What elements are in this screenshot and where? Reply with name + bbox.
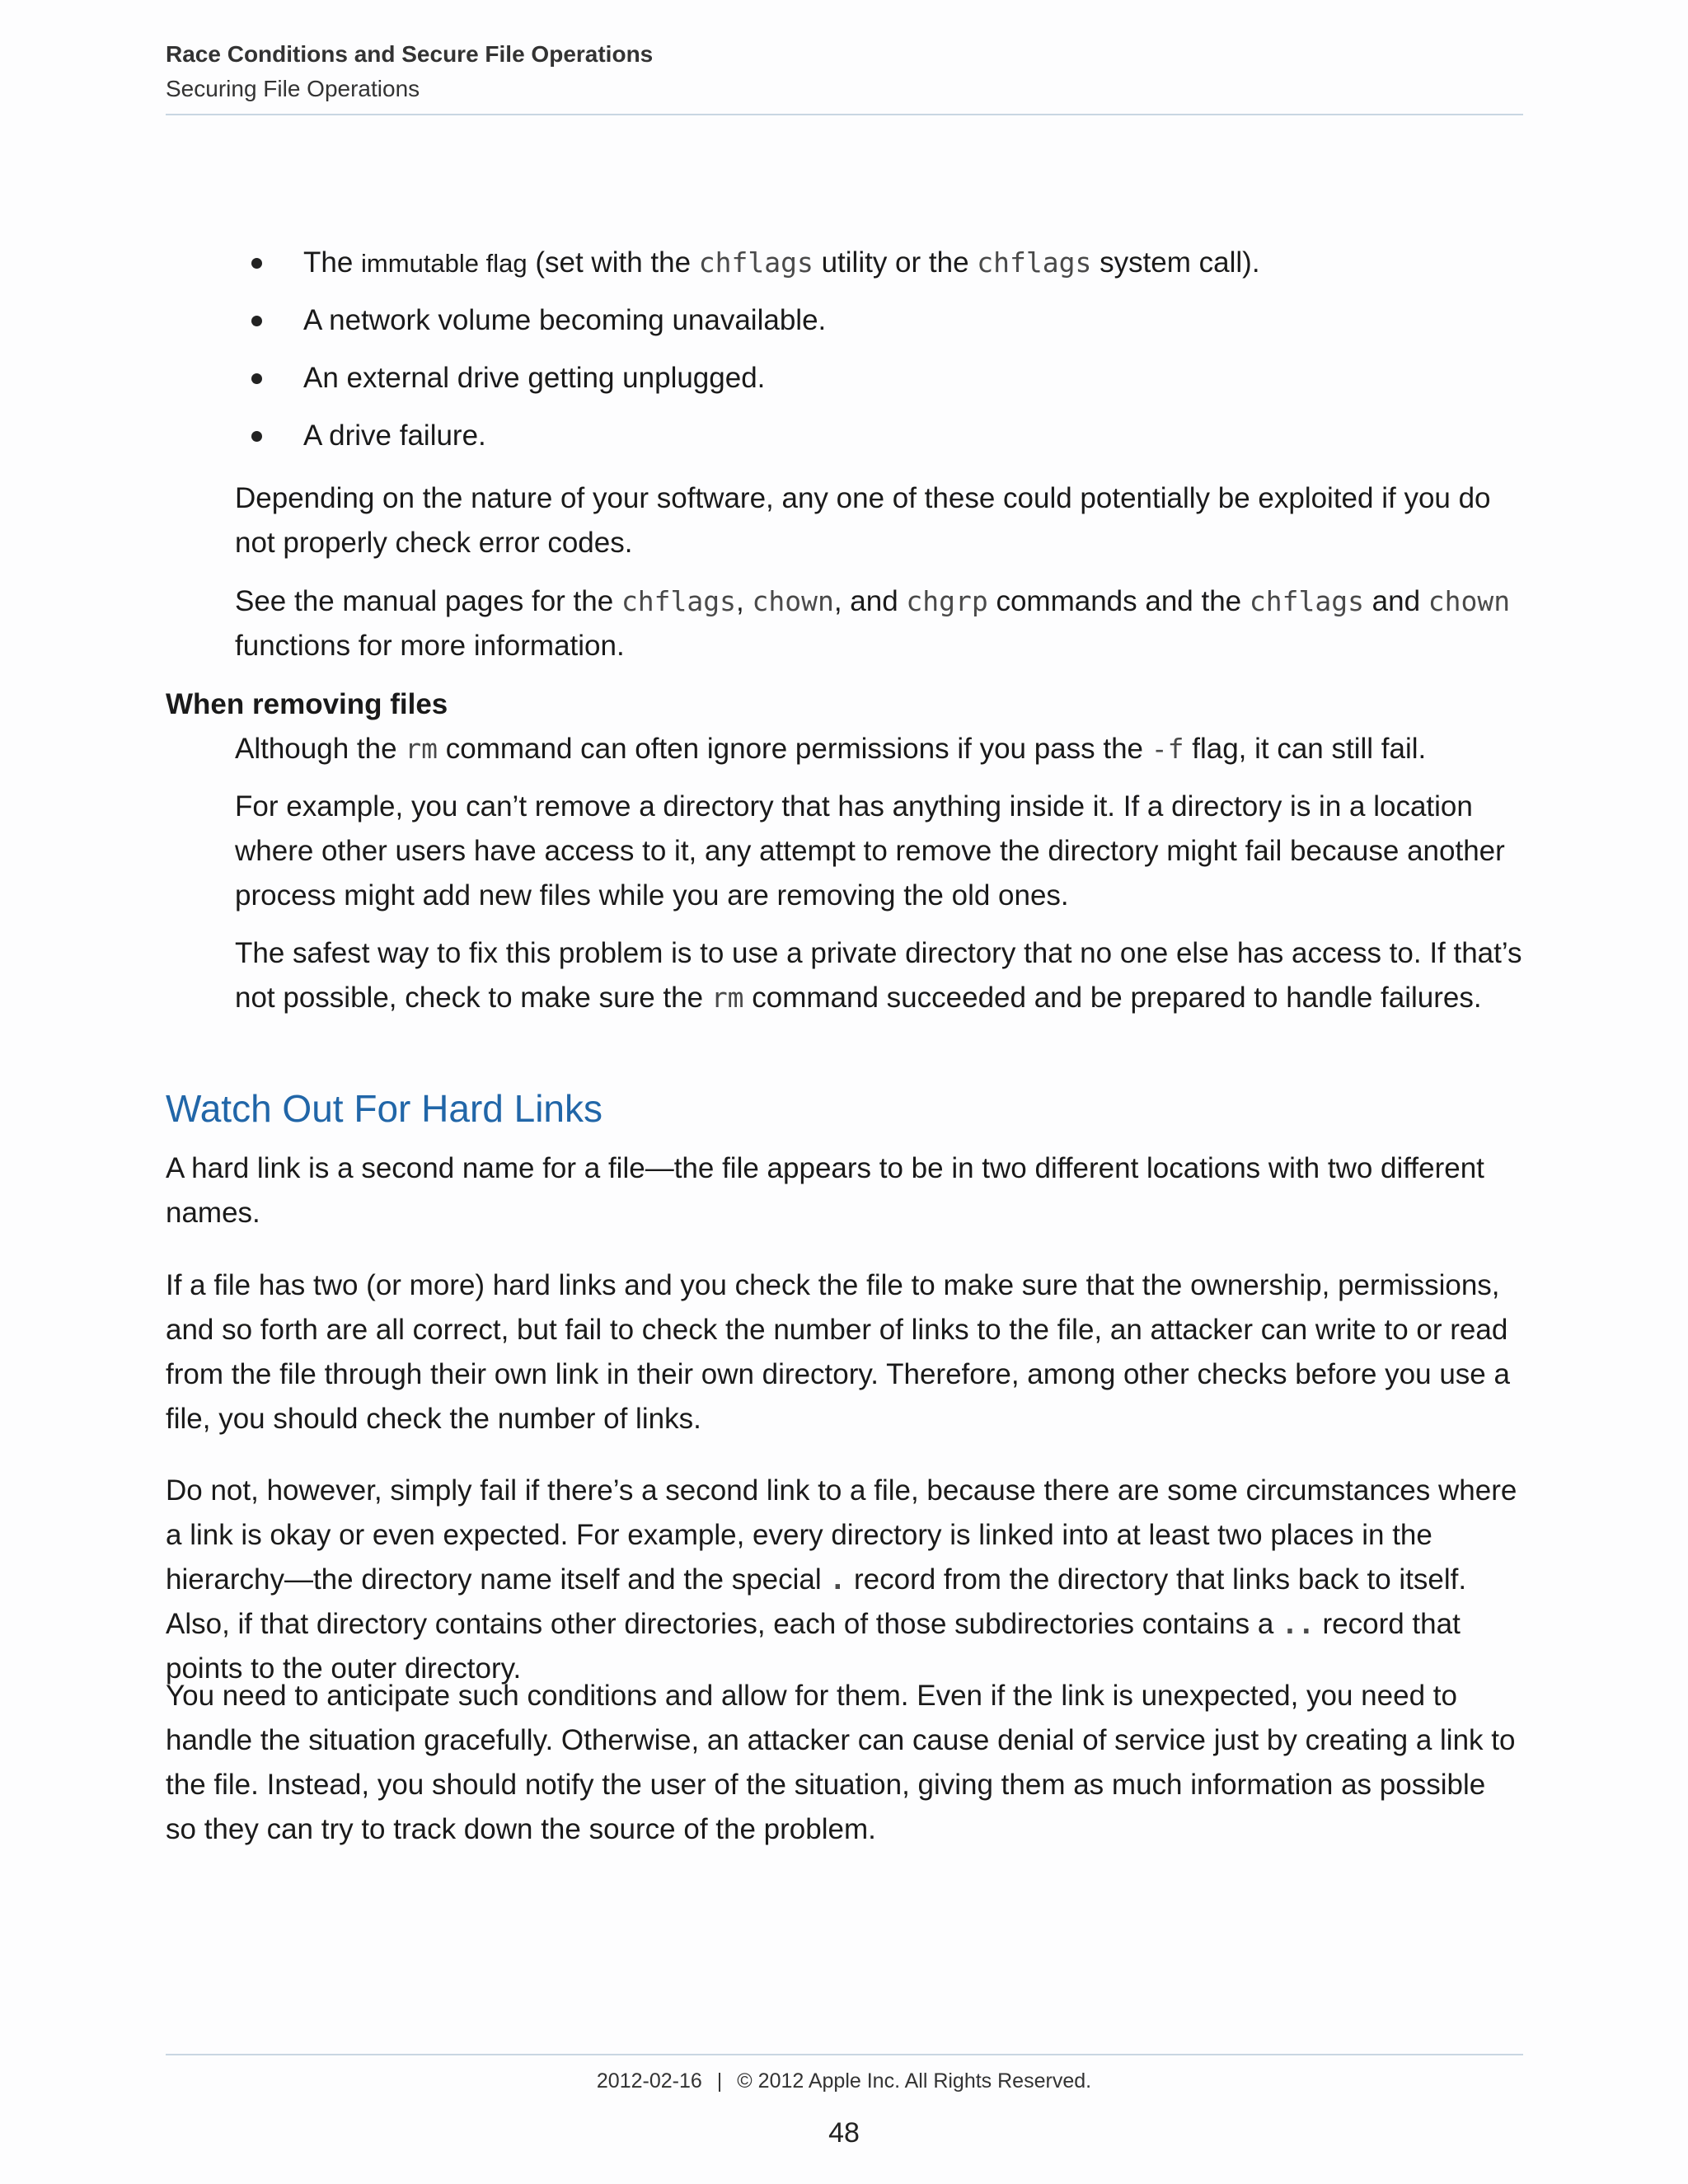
- list-item: [256, 419, 1523, 476]
- text-run-small: immutable flag: [361, 249, 528, 278]
- text-run: ,: [736, 585, 753, 617]
- code-chgrp: chgrp: [906, 585, 988, 617]
- list-item-text: A drive failure.: [303, 419, 486, 452]
- paragraph-hard-link-expected: [166, 1469, 1523, 1691]
- paragraph-rm-safest: [235, 931, 1523, 1020]
- code-chflags: chflags: [621, 585, 737, 617]
- code-chflags: chflags: [1249, 585, 1364, 617]
- footer: [0, 2064, 1688, 2097]
- text-run: system call).: [1091, 246, 1260, 279]
- code-dot: .: [829, 1563, 846, 1596]
- text-run: (set with the: [527, 246, 699, 279]
- text-run: See the manual pages for the: [235, 585, 621, 617]
- code-chown: chown: [752, 585, 834, 617]
- paragraph-rm-example: For example, you can’t remove a directory that has anything inside it. If a directory is in a location where other users have access to it, any attempt to remove the directory might fail because another process might add new files while you are removing the old ones.: [235, 790, 1505, 912]
- paragraph-hard-link-definition: A hard link is a second name for a file—the file appears to be in two different locations with two different names.: [166, 1152, 1484, 1229]
- page-number: 48: [828, 2117, 860, 2149]
- code-f-flag: -f: [1151, 733, 1184, 765]
- code-chflags: chflags: [977, 246, 1092, 279]
- text-run: utility or the: [813, 246, 978, 279]
- code-chown: chown: [1428, 585, 1511, 617]
- code-rm: rm: [710, 982, 744, 1014]
- footer-rule: [166, 2054, 1523, 2055]
- list-item-text: [303, 241, 1260, 286]
- list-item: [256, 246, 1523, 303]
- code-dotdot: ..: [1282, 1608, 1315, 1640]
- footer-copyright: © 2012 Apple Inc. All Rights Reserved.: [737, 2069, 1092, 2093]
- bullet-icon: [251, 258, 262, 269]
- text-run: record that points to the outer directory.: [166, 1608, 1461, 1685]
- paragraph-exploit: Depending on the nature of your software, any one of these could potentially be exploited if you do not properly check error codes.: [235, 482, 1491, 559]
- paragraph-hard-link-check: If a file has two (or more) hard links and you check the file to make sure that the ownership, permissions, and so forth are all correct, but fail to check the number of links to the file, an attacker can write to or read from the file through their own link in their own directory. Therefore, among other checks before you use a file, you should check the number of links.: [166, 1269, 1510, 1435]
- footer-date: 2012-02-16: [596, 2069, 702, 2093]
- text-run: command can often ignore permissions if you pass the: [438, 733, 1151, 765]
- text-run: , and: [833, 585, 907, 617]
- text-run: commands and the: [987, 585, 1250, 617]
- text-run: functions for more information.: [235, 630, 625, 662]
- failure-bullet-list: [256, 246, 1523, 476]
- chapter-title: Race Conditions and Secure File Operations: [166, 41, 654, 67]
- section-title: Securing File Operations: [166, 76, 420, 101]
- text-run: Although the: [235, 733, 406, 765]
- bullet-icon: [251, 316, 262, 326]
- list-item: [256, 361, 1523, 419]
- list-item-text: An external drive getting unplugged.: [303, 362, 766, 394]
- running-header: [166, 38, 1523, 105]
- list-item: [256, 303, 1523, 361]
- text-run: flag, it can still fail.: [1184, 733, 1427, 765]
- heading-hard-links: Watch Out For Hard Links: [166, 1087, 603, 1130]
- text-run: command succeeded and be prepared to handle failures.: [743, 982, 1482, 1014]
- text-run: Do not, however, simply fail if there’s a second link to a file, because there are some circumstances where a link is okay or even expected. For example, every directory is linked into at least two places in the hierarchy—the directory name itself and the special: [166, 1474, 1517, 1596]
- paragraph-hard-link-anticipate: You need to anticipate such conditions and allow for them. Even if the link is unexpected, you need to handle the situation gracefully. Otherwise, an attacker can cause denial of service just by creating a link to the file. Instead, you should notify the user of the situation, giving them as much information as possible so they can try to track down the source of the problem.: [166, 1680, 1516, 1845]
- text-run: record from the directory that links back to itself. Also, if that directory contains other directories, each of those subdirectories contains a: [166, 1563, 1467, 1640]
- bullet-icon: [251, 431, 262, 442]
- term-when-removing-files: When removing files: [166, 688, 448, 720]
- code-chflags: chflags: [698, 246, 814, 279]
- code-rm: rm: [405, 733, 438, 765]
- paragraph-rm-command: [235, 727, 1523, 771]
- text-run: The: [303, 246, 362, 279]
- text-run: and: [1363, 585, 1428, 617]
- header-rule: [166, 114, 1523, 115]
- footer-separator: |: [716, 2069, 723, 2093]
- paragraph-manual-pages: [235, 579, 1523, 668]
- list-item-text: A network volume becoming unavailable.: [303, 304, 827, 336]
- text-run: The safest way to fix this problem is to use a private directory that no one else has access to. If that’s not possible, check to make sure the: [235, 937, 1522, 1014]
- bullet-icon: [251, 373, 262, 384]
